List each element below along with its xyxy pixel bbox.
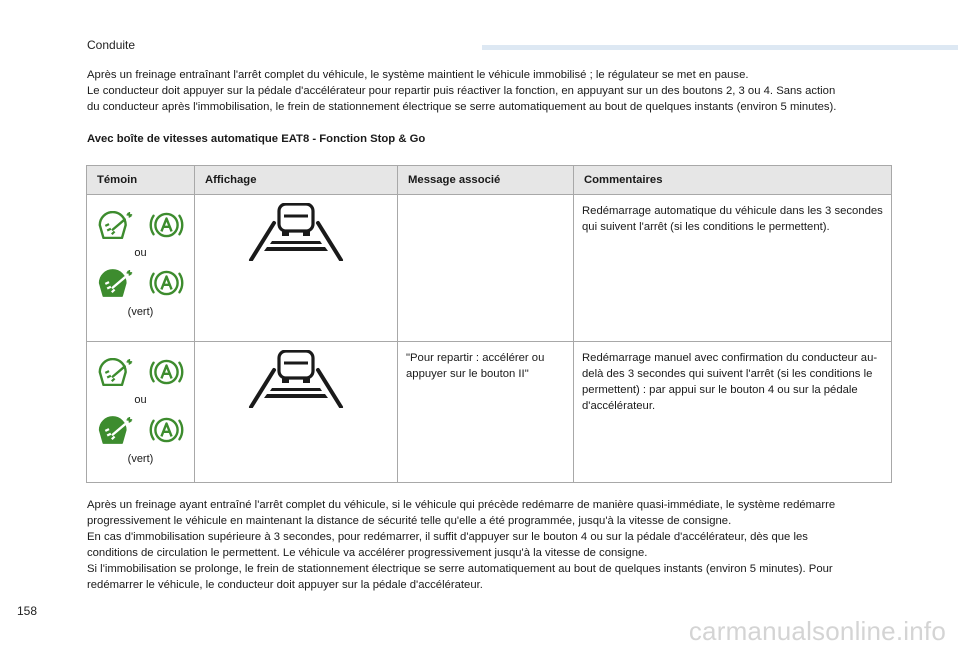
or-label: ou [134, 247, 147, 259]
comment-cell [574, 342, 892, 483]
intro-paragraph [87, 67, 897, 115]
temoin-cell [87, 195, 195, 342]
comment-text: Redémarrage manuel avec confirmation du conducteur au-delà des 3 secondes qui suivent l'arrêt (si les conditions le permettent) : par appui sur le bouton 4 ou sur la pédale d'accélérateur. [582, 352, 878, 412]
vehicle-display-icon [248, 203, 344, 261]
column-header-commentaires: Commentaires [574, 166, 892, 195]
comment-text: Redémarrage automatique du véhicule dans les 3 secondes qui suivent l'arrêt (si les conditions le permettent). [582, 205, 883, 233]
outro-line: Après un freinage ayant entraîné l'arrêt complet du véhicule, si le véhicule qui précède redémarre de manière quasi-immédiate, le système redémarre [87, 499, 836, 511]
message-text [398, 195, 573, 203]
message-text: "Pour repartir : accélérer ou appuyer sur le bouton II" [406, 352, 545, 380]
cruise-control-outline-icon [97, 358, 134, 386]
table-row [87, 195, 892, 342]
header-decoration-bar [482, 45, 958, 50]
page-header-title: Conduite [87, 38, 136, 52]
vehicle-display-icon [248, 350, 344, 408]
indicator-pair-filled [87, 268, 194, 298]
auto-a-icon [148, 210, 185, 240]
auto-a-icon [148, 357, 185, 387]
outro-line: progressivement le véhicule en maintenant la distance de sécurité telle qu'elle a été programmée, jusqu'à la vitesse de consigne. [87, 515, 732, 527]
column-header-message: Message associé [398, 166, 574, 195]
outro-line: redémarrer le véhicule, le conducteur doit appuyer sur la pédale d'accélérateur. [87, 579, 483, 591]
column-header-temoin: Témoin [87, 166, 195, 195]
auto-a-icon [148, 268, 185, 298]
intro-line: Après un freinage entraînant l'arrêt complet du véhicule, le système maintient le véhicule immobilisé ; le régulateur se met en pause. [87, 69, 749, 81]
intro-line: Le conducteur doit appuyer sur la pédale d'accélérateur pour repartir puis réactiver la fonction, en appuyant sur un des boutons 2, 3 ou 4. Sans action [87, 85, 836, 97]
temoin-cell [87, 342, 195, 483]
display-cell [195, 342, 398, 483]
comment-cell [574, 195, 892, 342]
green-label: (vert) [127, 453, 154, 465]
cruise-control-filled-icon [97, 416, 134, 444]
display-cell [195, 195, 398, 342]
message-cell [398, 342, 574, 483]
outro-line: Si l'immobilisation se prolonge, le frein de stationnement électrique se serre automatiquement au bout de quelques instants (environ 5 minutes). Pour [87, 563, 833, 575]
or-label: ou [134, 394, 147, 406]
indicator-pair-filled [87, 415, 194, 445]
outro-paragraph [87, 497, 897, 593]
intro-line: du conducteur après l'immobilisation, le frein de stationnement électrique se serre automatiquement au bout de quelques instants (environ 5 minutes). [87, 101, 837, 113]
column-header-affichage: Affichage [195, 166, 398, 195]
green-label: (vert) [127, 306, 154, 318]
indicator-pair-outline [87, 210, 194, 240]
auto-a-icon [148, 415, 185, 445]
watermark-text: carmanualsonline.info [688, 616, 946, 646]
table-row [87, 342, 892, 483]
table-header-row [87, 166, 892, 195]
cruise-control-outline-icon [97, 211, 134, 239]
page-number: 158 [17, 604, 38, 618]
cruise-control-filled-icon [97, 269, 134, 297]
message-cell [398, 195, 574, 342]
outro-line: conditions de circulation le permettent. Le véhicule va accélérer progressivement jusqu'à la vitesse de consigne. [87, 547, 648, 559]
section-heading: Avec boîte de vitesses automatique EAT8 - Fonction Stop & Go [87, 133, 426, 145]
indicator-pair-outline [87, 357, 194, 387]
stop-go-table [86, 165, 892, 483]
outro-line: En cas d'immobilisation supérieure à 3 secondes, pour redémarrer, il suffit d'appuyer sur le bouton 4 ou sur la pédale d'accélérateur, dès que les [87, 531, 808, 543]
